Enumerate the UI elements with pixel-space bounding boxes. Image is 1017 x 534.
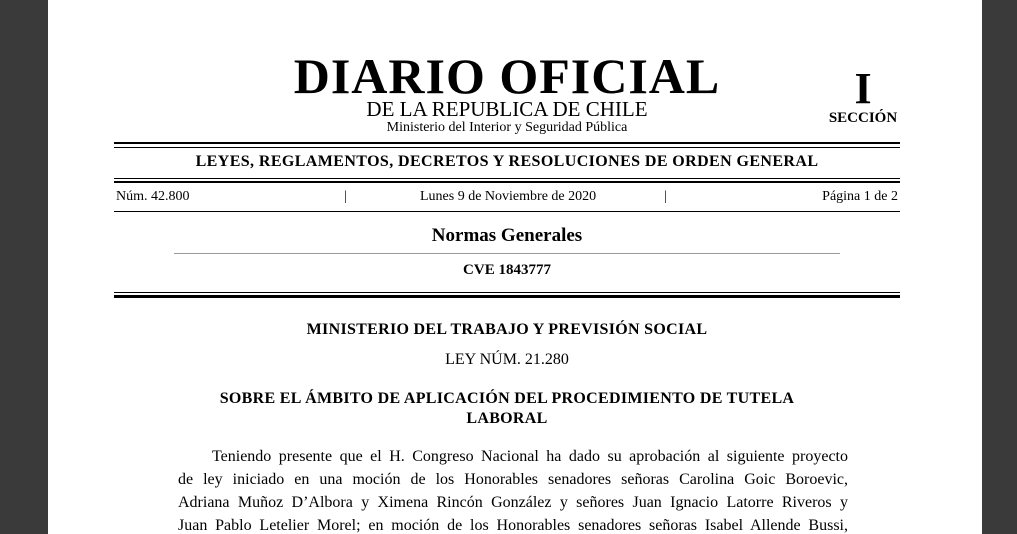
law-title [204,389,810,429]
section-label: SECCIÓN [828,110,898,126]
masthead [292,48,722,136]
banner-rule [114,181,900,183]
info-separator-1: | [344,189,347,204]
section-indicator [818,64,908,126]
cve-code: CVE 1843777 [463,262,551,278]
cve-rule-thin [114,292,900,293]
masthead-subtitle: DE LA REPUBLICA DE CHILE [366,97,648,121]
category-divider [174,253,840,254]
body-line: de ley iniciado en una moción de los Honorables senadores señoras Carolina Goic Boroevic, [178,471,848,488]
law-title-line: LABORAL [466,410,548,427]
banner-rule-thin [114,178,900,179]
cve-rule [114,295,900,298]
body-line: Juan Pablo Letelier Morel; en moción de los Honorables senadores señoras Isabel Allende Bussi, [178,517,848,534]
document-page [48,0,982,534]
header-rule-top [114,142,900,144]
issue-info-row [114,189,900,207]
header-rule-top-thin [114,147,900,148]
masthead-ministry: Ministerio del Interior y Seguridad Pública [386,120,628,135]
page-indicator: Página 1 de 2 [822,189,898,204]
law-number: LEY NÚM. 21.280 [445,351,569,368]
category-heading: Normas Generales [431,225,583,246]
info-rule [114,211,900,212]
law-body-text [178,445,848,534]
laws-banner: LEYES, REGLAMENTOS, DECRETOS Y RESOLUCIONES DE ORDEN GENERAL [195,153,819,170]
masthead-title: DIARIO OFICIAL [293,48,721,104]
issue-number: Núm. 42.800 [116,189,190,204]
section-numeral: I [854,64,872,113]
law-title-line: SOBRE EL ÁMBITO DE APLICACIÓN DEL PROCEDIMIENTO DE TUTELA [219,390,795,407]
body-line: Teniendo presente que el H. Congreso Nacional ha dado su aprobación al siguiente proyecto [212,448,848,465]
issuing-ministry: MINISTERIO DEL TRABAJO Y PREVISIÓN SOCIAL [306,321,708,338]
issue-date: Lunes 9 de Noviembre de 2020 [420,189,597,204]
body-line: Adriana Muñoz D’Albora y Ximena Rincón González y señores Juan Ignacio Latorre Riveros y [178,494,848,511]
info-separator-2: | [664,189,667,204]
